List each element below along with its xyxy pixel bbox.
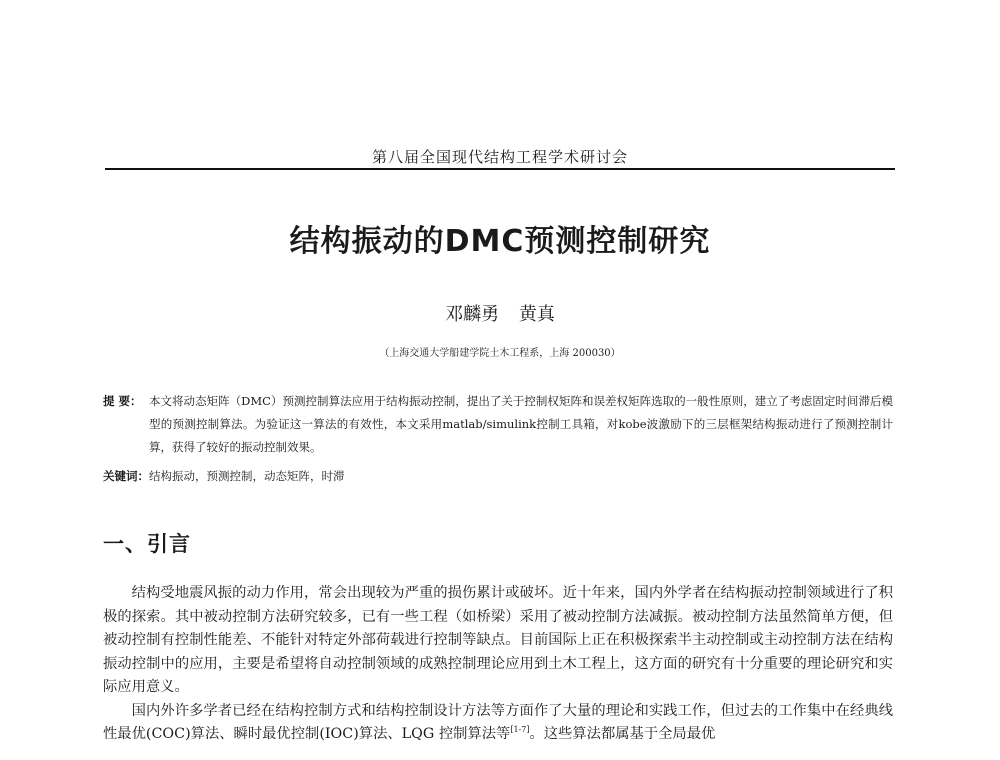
abstract-label: 提 要： [103,394,142,408]
conference-running-header: 第八届全国现代结构工程学术研讨会 [371,148,628,166]
section-heading-introduction: 一、引言 [103,532,191,556]
body-paragraph-text: 国内外许多学者已经在结构控制方式和结构控制设计方法等方面作了大量的理论和实践工作，但过去的工作集中在经典线性最优(COC)算法、瞬时最优控制(IOC)算法、LQG 控制算法等 [103,702,893,742]
author-list: 邓麟勇 黄真 [445,304,555,325]
author-affiliation: （上海交通大学船建学院土木工程系，上海 200030） [379,348,621,359]
introduction-body [103,582,893,747]
body-paragraph-tail: 。这些算法都属基于全局最优 [529,726,716,742]
header-rule [105,168,895,170]
keywords-label: 关键词： [103,469,149,483]
citation-reference: [1-7] [510,725,530,735]
keywords-text: 结构振动，预测控制，动态矩阵，时滞 [149,469,345,483]
body-paragraph [103,700,893,747]
keywords-line [103,468,893,484]
abstract-text: 本文将动态矩阵（DMC）预测控制算法应用于结构振动控制，提出了关于控制权矩阵和误差权矩阵选取的一般性原则，建立了考虑固定时间滞后模型的预测控制算法。为验证这一算法的有效性，本文采用matlab/simulink控制工具箱，对kobe波激励下的三层框架结构振动进行了预测控制计算，获得了较好的振动控制效果。 [149,394,893,454]
body-paragraph: 结构受地震风振的动力作用，常会出现较为严重的损伤累计或破坏。近十年来，国内外学者在结构振动控制领域进行了积极的探索。其中被动控制方法研究较多，已有一些工程（如桥梁）采用了被动控制方法减振。被动控制方法虽然简单方便，但被动控制有控制性能差、不能针对特定外部荷载进行控制等缺点。目前国际上正在积极探索半主动控制或主动控制方法在结构振动控制中的应用，主要是希望将自动控制领域的成熟控制理论应用到土木工程上，这方面的研究有十分重要的理论研究和实际应用意义。 [103,585,893,695]
abstract-block [103,390,893,459]
paper-title: 结构振动的DMC预测控制研究 [289,224,711,259]
